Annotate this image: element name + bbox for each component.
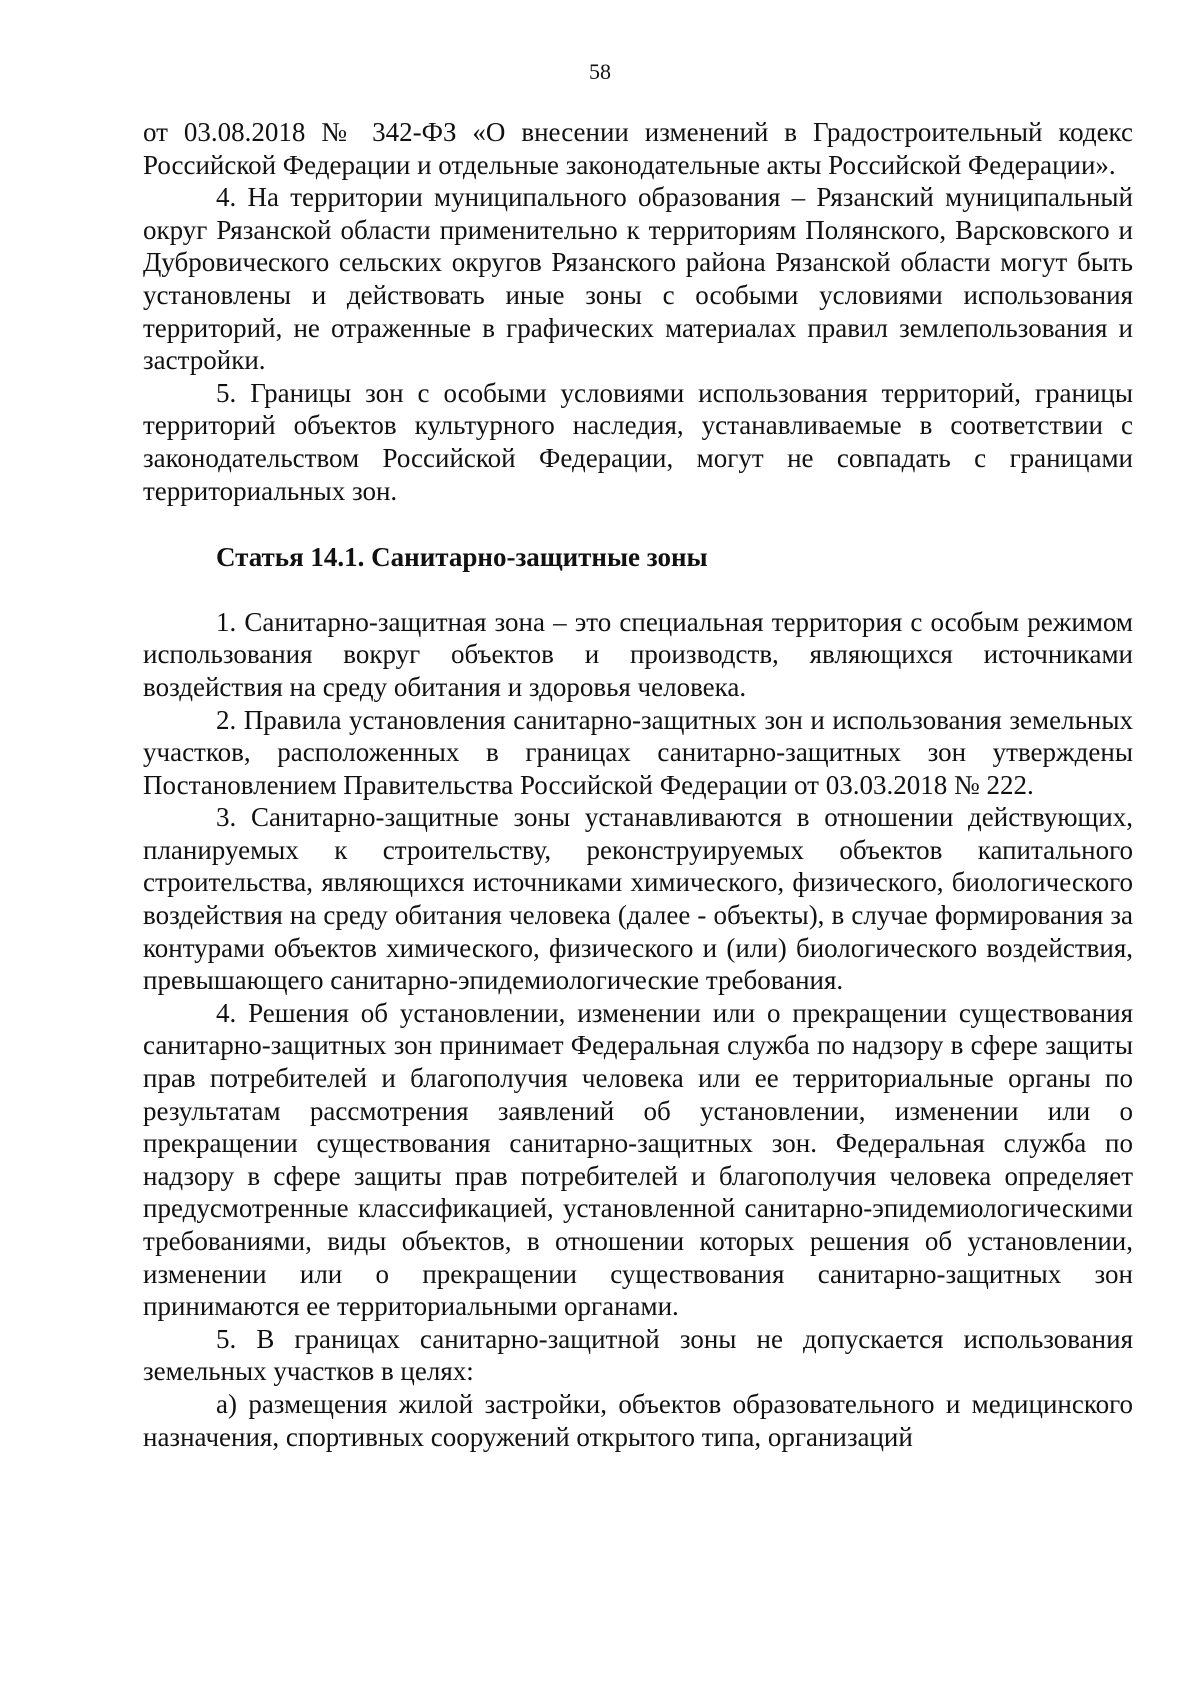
intro-paragraph: от 03.08.2018 № 342-ФЗ «О внесении изменений в Градостроительный кодекс Российской Федерации и отдельные законодательные акты Российской Федерации». bbox=[143, 117, 1133, 180]
article-paragraph-2: 2. Правила установления санитарно-защитных зон и использования земельных участков, расположенных в границах санитарно-защитных зон утверждены Постановлением Правительства Российской Федерации от 03.03.2018 № 222. bbox=[143, 704, 1133, 800]
paragraph-item-5: 5. Границы зон с особыми условиями использования территорий, границы территорий объектов культурного наследия, устанавливаемые в соответствии с законодательством Российской Федерации, могут не совпадать с границами территориальных зон. bbox=[143, 377, 1133, 506]
article-heading: Статья 14.1. Санитарно-защитные зоны bbox=[216, 542, 708, 573]
article-paragraph-3: 3. Санитарно-защитные зоны устанавливаются в отношении действующих, планируемых к строительству, реконструируемых объектов капитального строительства, являющихся источниками химического, физического, биологического воздействия на среду обитания человека (далее - объекты), в случае формирования за контурами объектов химического, физического и (или) биологического воздействия, превышающего санитарно-эпидемиологические требования. bbox=[143, 802, 1133, 996]
article-paragraph-1: 1. Санитарно-защитная зона – это специальная территория с особым режимом использования вокруг объектов и производств, являющихся источниками воздействия на среду обитания и здоровья человека. bbox=[143, 606, 1133, 702]
article-paragraph-4: 4. Решения об установлении, изменении или о прекращении существования санитарно-защитных зон принимает Федеральная служба по надзору в сфере защиты прав потребителей и благополучия человека или ее территориальные органы по результатам рассмотрения заявлений об установлении, изменении или о прекращении существования санитарно-защитных зон. Федеральная служба по надзору в сфере защиты прав потребителей и благополучия человека определяет предусмотренные классификацией, установленной санитарно-эпидемиологическими требованиями, виды объектов, в отношении которых решения об установлении, изменении или о прекращении существования санитарно-защитных зон принимаются ее территориальными органами. bbox=[143, 997, 1133, 1322]
article-paragraph-5: 5. В границах санитарно-защитной зоны не допускается использования земельных участков в целях: bbox=[143, 1323, 1133, 1387]
document-body bbox=[143, 116, 1133, 1453]
article-subitem-a: а) размещения жилой застройки, объектов образовательного и медицинского назначения, спортивных сооружений открытого типа, организаций bbox=[143, 1388, 1133, 1452]
page-number: 58 bbox=[589, 59, 611, 84]
paragraph-item-4: 4. На территории муниципального образования – Рязанский муниципальный округ Рязанской области применительно к территориям Полянского, Варсковского и Дубровичеcкого сельских округов Рязанского района Рязанской области могут быть установлены и действовать иные зоны с особыми условиями использования территорий, не отраженные в графических материалах правил землепользования и застройки. bbox=[143, 182, 1133, 376]
